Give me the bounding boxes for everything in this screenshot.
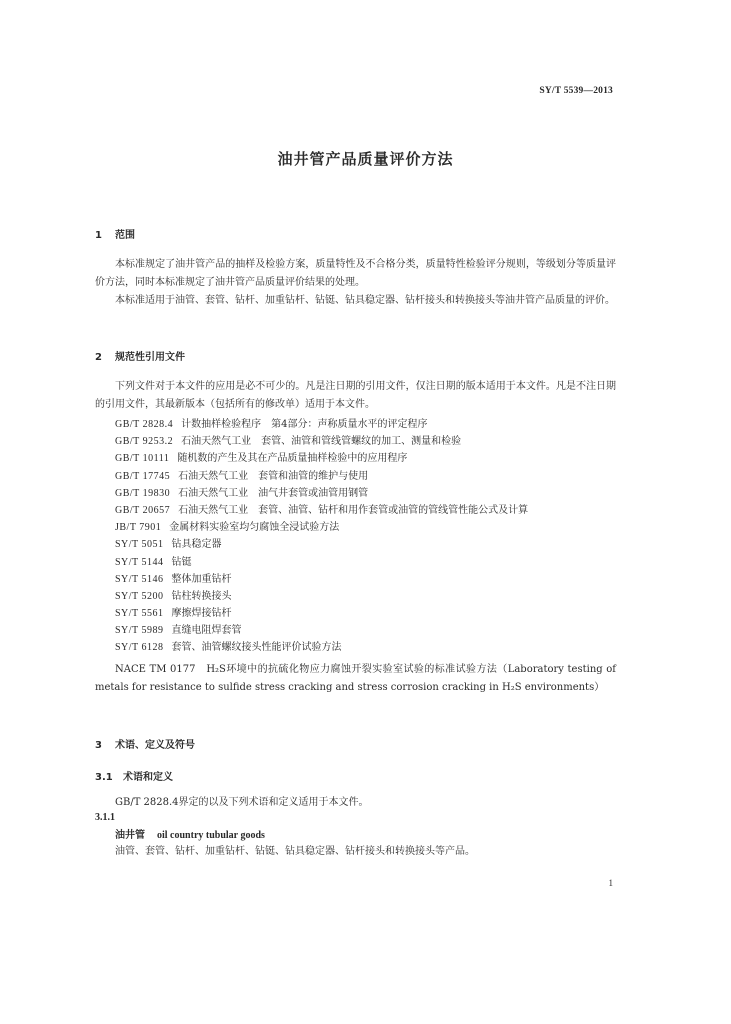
document-title: 油井管产品质量评价方法 bbox=[277, 150, 454, 168]
section-3-1-title: 术语和定义 bbox=[123, 772, 173, 783]
reference-code: GB/T 9253.2 bbox=[115, 436, 174, 448]
reference-code: GB/T 17745 bbox=[115, 470, 171, 482]
reference-title: 计数抽样检验程序 第4部分：声称质量水平的评定程序 bbox=[181, 419, 428, 430]
reference-nace: NACE TM 0177 H₂S环境中的抗硫化物应力腐蚀开裂实验室试验的标准试验方法（Laboratory testing of metals for resistance to sulfide stress cracking and stress corrosion cracking in H₂S environments） bbox=[95, 664, 616, 693]
reference-code: GB/T 2828.4 bbox=[115, 419, 174, 430]
reference-title: 石油天然气工业 油气井套管或油管用钢管 bbox=[178, 487, 369, 499]
reference-title: 石油天然气工业 套管、油管、钻杆和用作套管或油管的管线管性能公式及计算 bbox=[178, 504, 529, 516]
section-2-title: 规范性引用文件 bbox=[115, 352, 185, 363]
reference-title: 金属材料实验室均匀腐蚀全浸试验方法 bbox=[169, 522, 340, 534]
section-3-number: 3 bbox=[95, 740, 102, 751]
reference-item bbox=[115, 554, 528, 571]
section-3-1-intro: GB/T 2828.4界定的以及下列术语和定义适用于本文件。 bbox=[115, 797, 369, 808]
section-1-title: 范围 bbox=[115, 230, 135, 241]
page-number: 1 bbox=[608, 878, 613, 888]
reference-title: 石油天然气工业 套管和油管的维护与使用 bbox=[178, 470, 369, 482]
reference-item bbox=[115, 605, 528, 622]
standard-code: SY/T 5539—2013 bbox=[539, 86, 613, 96]
reference-code: GB/T 10111 bbox=[115, 453, 170, 465]
reference-item bbox=[115, 519, 528, 536]
term-number: 3.1.1 bbox=[95, 812, 115, 823]
reference-title: 随机数的产生及其在产品质量抽样检验中的应用程序 bbox=[177, 453, 408, 465]
reference-code: SY/T 5146 bbox=[115, 573, 164, 585]
reference-item bbox=[115, 622, 528, 639]
reference-title: 石油天然气工业 套管、油管和管线管螺纹的加工、测量和检验 bbox=[181, 436, 462, 448]
section-1-paragraph-2: 本标准适用于油管、套管、钻杆、加重钻杆、钻铤、钻具稳定器、钻杆接头和转换接头等油井管产品质量的评价。 bbox=[115, 295, 615, 306]
reference-item bbox=[115, 450, 528, 467]
reference-title: 摩擦焊接钻杆 bbox=[171, 608, 232, 620]
reference-item bbox=[115, 571, 528, 588]
reference-code: SY/T 5144 bbox=[115, 556, 164, 568]
reference-item bbox=[115, 502, 528, 519]
reference-title: 钻铤 bbox=[171, 556, 192, 568]
reference-code: SY/T 5561 bbox=[115, 608, 164, 620]
reference-item bbox=[115, 588, 528, 605]
reference-item bbox=[115, 433, 528, 450]
term-english: oil country tubular goods bbox=[157, 830, 265, 841]
reference-item bbox=[115, 468, 528, 485]
section-3-1-heading bbox=[95, 768, 173, 783]
reference-item bbox=[115, 639, 528, 656]
reference-item bbox=[115, 536, 528, 553]
term-definition: 油管、套管、钻杆、加重钻杆、钻铤、钻具稳定器、钻杆接头和转换接头等产品。 bbox=[115, 846, 475, 857]
reference-title: 钻柱转换接头 bbox=[171, 590, 232, 602]
reference-list bbox=[115, 416, 528, 657]
section-2-number: 2 bbox=[95, 352, 102, 363]
section-1-number: 1 bbox=[95, 230, 102, 241]
section-3-heading bbox=[95, 736, 195, 751]
reference-title: 直缝电阻焊套管 bbox=[171, 625, 242, 637]
section-2-intro: 下列文件对于本文件的应用是必不可少的。凡是注日期的引用文件，仅注日期的版本适用于本文件。凡是不注日期的引用文件，其最新版本（包括所有的修改单）适用于本文件。 bbox=[95, 381, 616, 410]
reference-code: SY/T 5989 bbox=[115, 625, 164, 637]
reference-code: JB/T 7901 bbox=[115, 522, 162, 534]
section-1-paragraph-1: 本标准规定了油井管产品的抽样及检验方案，质量特性及不合格分类，质量特性检验评分规则，等级划分等质量评价方法，同时本标准规定了油井管产品质量评价结果的处理。 bbox=[95, 259, 616, 288]
reference-code: SY/T 5200 bbox=[115, 590, 164, 602]
reference-item bbox=[115, 416, 528, 433]
reference-title: 整体加重钻杆 bbox=[171, 573, 232, 585]
section-3-1-number: 3.1 bbox=[95, 772, 113, 783]
reference-code: GB/T 20657 bbox=[115, 504, 171, 516]
section-3-title: 术语、定义及符号 bbox=[115, 740, 195, 751]
term-heading bbox=[115, 826, 265, 841]
reference-code: SY/T 5051 bbox=[115, 539, 164, 551]
section-2-heading bbox=[95, 348, 185, 363]
reference-title: 套管、油管螺纹接头性能评价试验方法 bbox=[171, 642, 342, 654]
reference-item bbox=[115, 485, 528, 502]
reference-code: GB/T 19830 bbox=[115, 487, 171, 499]
term-chinese: 油井管 bbox=[115, 830, 145, 841]
reference-title: 钻具稳定器 bbox=[171, 539, 222, 551]
section-1-heading bbox=[95, 226, 135, 241]
reference-code: SY/T 6128 bbox=[115, 642, 164, 654]
